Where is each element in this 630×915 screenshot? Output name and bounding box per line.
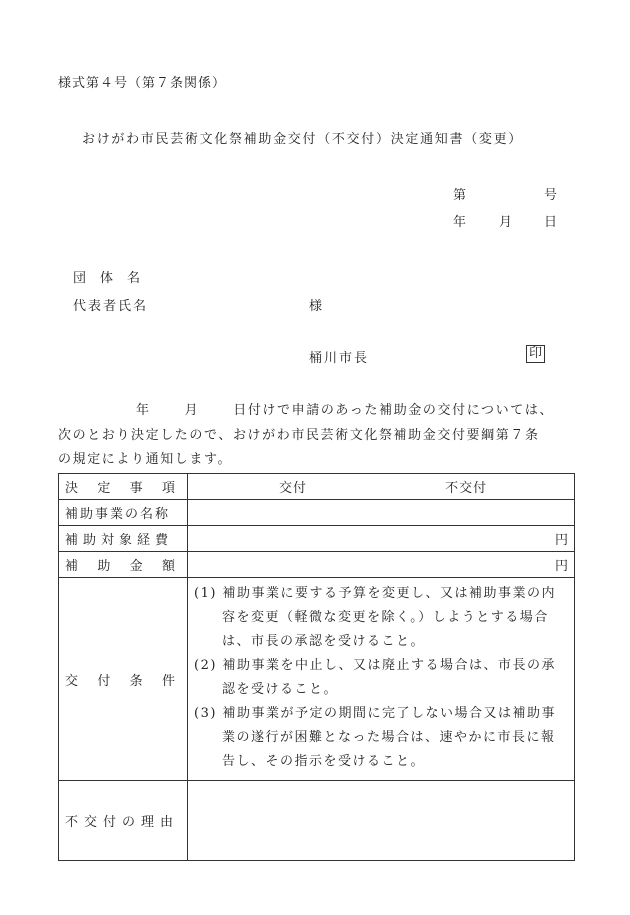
conditions-list (188, 578, 575, 781)
conditions-label-cell (59, 578, 188, 781)
project-name-value (188, 500, 575, 526)
reason-label: 不交付の理由 (59, 781, 188, 861)
body-date-year: 年 (136, 403, 151, 418)
header-label: 決 定 事 項 (65, 481, 175, 496)
option-grant: 交付 (279, 481, 308, 496)
issue-date (453, 211, 558, 230)
grant-amount-label: 補 助 金 額 (65, 559, 175, 574)
header-label-cell (59, 474, 188, 500)
table-row-grant-amount (59, 552, 575, 578)
header-options-cell (188, 474, 575, 500)
body-line-3: の規定により通知します。 (58, 452, 233, 467)
eligible-cost-label: 補助対象経費 (59, 526, 188, 552)
decision-table (58, 473, 575, 861)
table-row-eligible-cost (59, 526, 575, 552)
doc-number-go: 号 (544, 188, 558, 203)
issue-date-month: 月 (499, 215, 513, 230)
form-number: 様式第４号（第７条関係） (58, 76, 227, 91)
table-row-header (59, 474, 575, 500)
seal-mark: 印 (526, 345, 545, 363)
body-line-2: 次のとおり決定したので、おけがわ市民芸術文化祭補助金交付要綱第７条 (58, 428, 540, 443)
project-name-label: 補助事業の名称 (59, 500, 188, 526)
issue-date-day: 日 (544, 215, 558, 230)
body-line-1 (58, 397, 554, 424)
table-row-conditions (59, 578, 575, 781)
grant-amount-label-cell (59, 552, 188, 578)
body-paragraph (58, 397, 554, 473)
option-nogrant: 不交付 (445, 481, 488, 496)
body-date-month: 月 (184, 403, 200, 418)
recipient-group-label: 団体名 (73, 271, 155, 286)
table-row-project-name (59, 500, 575, 526)
table-row-reason (59, 781, 575, 861)
conditions-label: 交 付 条 件 (65, 673, 175, 689)
recipient-honorific: 様 (309, 299, 323, 314)
condition-item-2: (2) 補助事業を中止し、又は廃止する場合は、市長の承認を受けること。 (194, 658, 557, 697)
body-line-1-text: 日付けで申請のあった補助金の交付については、 (233, 403, 555, 418)
condition-item-3: (3) 補助事業が予定の期間に完了しない場合又は補助事業の遂行が困難となった場合は、速やかに市長に報告し、その指示を受けること。 (194, 706, 557, 769)
issue-date-year: 年 (453, 215, 467, 230)
grant-amount-unit: 円 (188, 552, 575, 578)
recipient-rep-label: 代表者氏名 (73, 299, 149, 314)
eligible-cost-unit: 円 (188, 526, 575, 552)
reason-value (188, 781, 575, 861)
document-title: おけがわ市民芸術文化祭補助金交付（不交付）決定通知書（変更） (82, 132, 524, 147)
doc-number-dai: 第 (453, 188, 467, 203)
condition-item-1: (1) 補助事業に要する予算を変更し、又は補助事業の内容を変更（軽微な変更を除く。）しようとする場合は、市長の承認を受けること。 (194, 586, 557, 649)
doc-number (453, 184, 558, 203)
sender-name: 桶川市長 (309, 351, 370, 366)
